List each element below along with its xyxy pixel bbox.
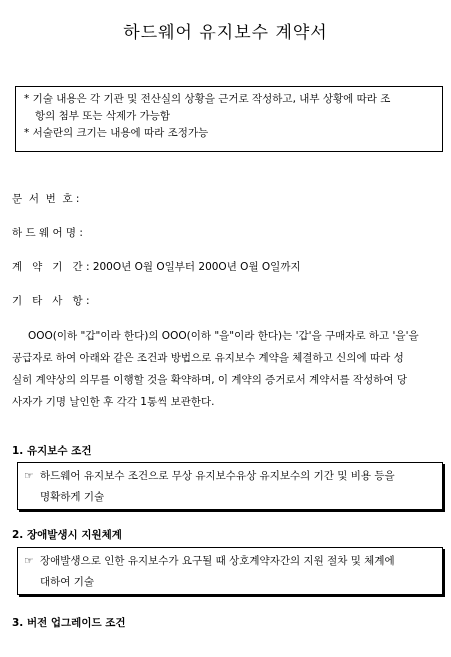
- notice-line-2: * 서술란의 크기는 내용에 따라 조정가능: [24, 127, 209, 139]
- document-title: 하드웨어 유지보수 계약서: [123, 23, 328, 43]
- paragraph-line-2: 공급자로 하여 아래와 같은 조건과 방법으로 유지보수 계약을 체결하고 신의에 따라 성: [12, 352, 404, 364]
- section-1-box: [17, 462, 443, 510]
- other-notes-field: 기 타 사 항 :: [12, 295, 90, 307]
- section-1-line-1: 하드웨어 유지보수 조건으로 무상 유지보수유상 유지보수의 기간 및 비용 등을: [40, 470, 395, 482]
- paragraph-line-1: OOO(이하 "갑"이라 한다)의 OOO(이하 "을"이라 한다)는 '갑'을 구매자로 하고 '을'을: [28, 330, 419, 342]
- paragraph-line-4: 사자가 기명 날인한 후 각각 1통씩 보관한다.: [12, 396, 215, 408]
- section-2-line-1: 장애발생으로 인한 유지보수가 요구될 때 상호계약자간의 지원 절차 및 체계에: [40, 555, 395, 567]
- instructions-box: [15, 86, 443, 152]
- section-2-title: 2. 장애발생시 지원체계: [12, 529, 122, 541]
- notice-line-1-cont: 항의 첨부 또는 삭제가 가능함: [35, 110, 171, 122]
- section-1-line-2: 명확하게 기술: [40, 491, 105, 503]
- contract-period-field: 계 약 기 간 : 200O년 O월 O일부터 200O년 O월 O일까지: [12, 261, 301, 273]
- notice-line-1: * 기술 내용은 각 기관 및 전산실의 상황을 근거로 작성하고, 내부 상황에 따라 조: [24, 93, 391, 105]
- section-2-box: [17, 547, 443, 595]
- doc-number-field: 문 서 번 호 :: [12, 193, 80, 205]
- section-2-line-2: 대하여 기술: [40, 576, 95, 588]
- section-3-title: 3. 버전 업그레이드 조건: [12, 617, 126, 629]
- pointing-hand-icon: ☞: [24, 555, 34, 567]
- contract-paragraph: [12, 325, 444, 413]
- paragraph-line-3: 실히 계약상의 의무를 이행할 것을 확약하며, 이 계약의 증거로서 계약서를 작성하여 당: [12, 374, 408, 386]
- pointing-hand-icon: ☞: [24, 470, 34, 482]
- section-1-title: 1. 유지보수 조건: [12, 445, 92, 457]
- hardware-name-field: 하 드 웨 어 명 :: [12, 227, 83, 239]
